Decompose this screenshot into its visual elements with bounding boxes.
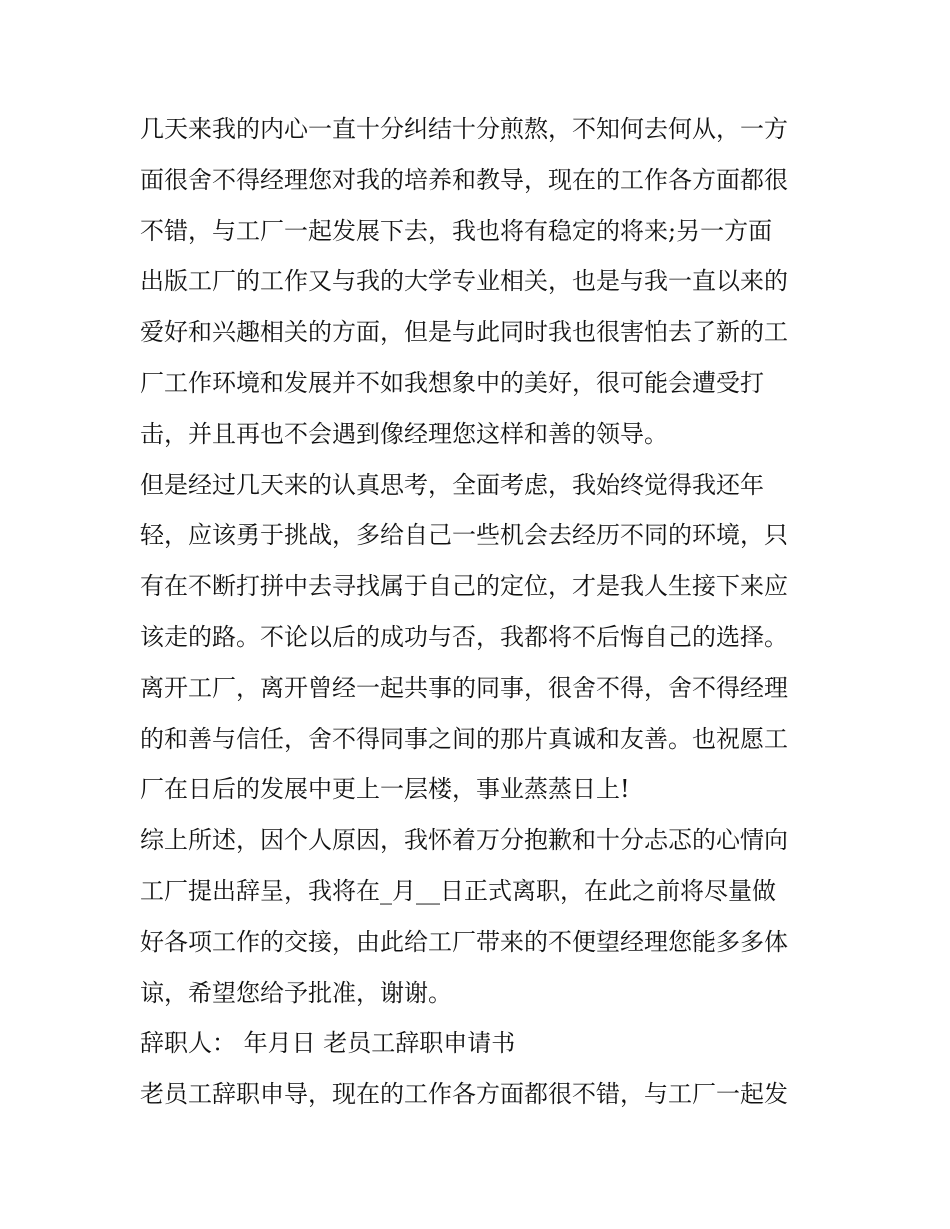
text-line: 出版工厂的工作又与我的大学专业相关，也是与我一直以来的: [140, 267, 788, 296]
text-line: 击，并且再也不会遇到像经理您这样和善的领导。: [140, 419, 668, 448]
text-line: 离开工厂，离开曾经一起共事的同事，很舍不得，舍不得经理: [140, 673, 788, 702]
letter-body: [140, 104, 820, 1120]
text-line: 有在不断打拼中去寻找属于自己的定位，才是我人生接下来应: [140, 572, 788, 601]
text-line: 爱好和兴趣相关的方面，但是与此同时我也很害怕去了新的工: [140, 318, 788, 347]
text-line: 但是经过几天来的认真思考，全面考虑，我始终觉得我还年: [140, 470, 764, 499]
text-line: 不错，与工厂一起发展下去，我也将有稳定的将来;另一方面: [140, 216, 773, 245]
text-line: 厂工作环境和发展并不如我想象中的美好，很可能会遭受打: [140, 368, 764, 397]
text-line: 工厂提出辞呈，我将在_月__日正式离职，在此之前将尽量做: [140, 876, 776, 905]
text-line: 几天来我的内心一直十分纠结十分煎熬，不知何去何从，一方: [140, 115, 788, 143]
text-line: 好各项工作的交接，由此给工厂带来的不便望经理您能多多体: [140, 927, 788, 956]
signature-line: 辞职人： 年月日 老员工辞职申请书: [140, 1029, 516, 1058]
text-line: 厂在日后的发展中更上一层楼，事业蒸蒸日上!: [140, 775, 630, 804]
text-line: 老员工辞职申导，现在的工作各方面都很不错，与工厂一起发: [140, 1080, 788, 1109]
text-line: 面很舍不得经理您对我的培养和教导，现在的工作各方面都很: [140, 165, 788, 194]
text-line: 该走的路。不论以后的成功与否，我都将不后悔自己的选择。: [140, 622, 788, 651]
text-line: 谅，希望您给予批准，谢谢。: [140, 978, 452, 1007]
text-line: 的和善与信任，舍不得同事之间的那片真诚和友善。也祝愿工: [140, 724, 788, 753]
text-line: 综上所述，因个人原因，我怀着万分抱歉和十分忐忑的心情向: [140, 826, 788, 855]
text-line: 轻，应该勇于挑战，多给自己一些机会去经历不同的环境，只: [140, 521, 788, 550]
